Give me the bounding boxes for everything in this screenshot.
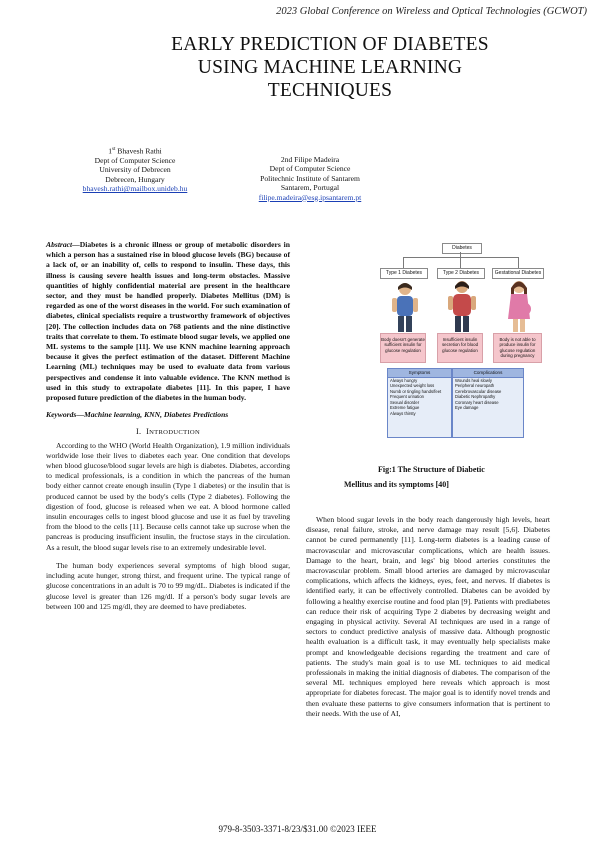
symptom-item: Always hungry xyxy=(390,377,418,383)
symptom-item: Extreme fatigue xyxy=(390,405,420,410)
gestational-cause-box: Body is not able to produce insulin for glucose regulation during pregnancy xyxy=(493,333,542,363)
complication-item: Wounds heal slowly xyxy=(455,377,492,383)
type1-cause-box: Body doesn't generate sufficient insulin for glucose regulation xyxy=(380,333,426,363)
left-column xyxy=(46,240,290,612)
abstract xyxy=(46,240,290,403)
person-illustration-type2 xyxy=(441,279,483,333)
conference-header: 2023 Global Conference on Wireless and Optical Technologies (GCWOT) xyxy=(276,6,587,17)
author-1-name: 1st Bhavesh Rathi xyxy=(108,146,162,156)
figure-caption xyxy=(340,462,540,492)
author-2-block xyxy=(200,155,420,202)
abstract-text: —Diabetes is a chronic illness or group of metabolic disorders in which a person has a sustained rise in blood glucose levels (BG) because of a lack of, or an inability of, cells to respond to insulin. These days, this illness is causing severe health issues and long-term obstacles. Massive quantities of highly confidential material are present in the healthcare sector, and they must be handled properly. Diabetes Mellitus (DM) is regarded as one of the worst diseases in the world. For such examination of diabetes, clinical specialists require a trustworthy framework of objectives [20]. The collection includes data on 768 patients and the nine distinctive traits that correlate to them. To estimate blood sugar levels, we applied one ML systems to the sample [11]. We use KNN machine learning approach because it gives the perfect estimation of the dataset. Different Machine Learning (ML) techniques may be used to evaluate data from various perspectives and condense it into valuable evidence. The KNN method is used in this study to extrapolate diabetes [11]. In this paper, I have proposed future prediction of the diabetes in the human body. xyxy=(46,240,290,403)
section-heading-introduction: I. INTRODUCTION xyxy=(135,427,201,437)
type1-node: Type 1 Diabetes xyxy=(380,268,428,279)
symptom-item: Sexual disorder xyxy=(390,399,420,405)
author-1-email[interactable]: bhavesh.rathi@mailbox.unideb.hu xyxy=(82,184,188,194)
author-2-location: Santarem, Portugal xyxy=(280,183,340,193)
symptom-item: Always thirsty xyxy=(390,410,416,416)
symptom-item: Unexpected weight loss xyxy=(390,383,435,388)
type2-node: Type 2 Diabetes xyxy=(437,268,485,279)
symptom-item: Frequent urination xyxy=(390,394,424,399)
author-2-org: Politechnic Institute of Santarem xyxy=(260,173,360,183)
copyright-footer: 979-8-3503-3371-8/23/$31.00 ©2023 IEEE xyxy=(218,824,377,834)
title-line-2: USING MACHINE LEARNING xyxy=(197,57,463,78)
author-1-org: University of Debrecen xyxy=(99,165,171,175)
author-2-name: 2nd Filipe Madeira xyxy=(280,155,340,164)
keywords-label: Keywords xyxy=(46,410,77,420)
connector-line xyxy=(518,257,519,268)
title-line-1: EARLY PREDICTION OF DIABETES xyxy=(171,34,489,55)
figure-root-node: Diabetes xyxy=(442,243,482,254)
connector-line xyxy=(460,257,461,268)
complication-item: Diabetic Nephropathy xyxy=(455,394,496,399)
author-1-location: Debrecen, Hungary xyxy=(105,174,165,184)
gestational-node: Gestational Diabetes xyxy=(492,268,544,279)
complications-title: Complications xyxy=(453,369,523,378)
right-paragraph: When blood sugar levels in the body reach dangerously high levels, heart disease, renal failure, stroke, and nerve damage may result [5,6]. Diabetes cannot be cured permanently [11]. Long-term diabetes is a leading cause of macrovascular and microvascular complications, which are health issues. Damage to the heart, brain, and legs' big blood arteries constitutes the macrovascular problem. Small blood arteries are damaged by microvascular complications, which affects the kidneys, eyes, feet, and nerves. If diabetes is identified early, it can be effectively controlled. Diabetes can be avoided by following a healthy exercise routine and food plan [9]. Patients with prediabetes can reduce their risk of acquiring Type 2 diabetes by decreasing weight and engaging in physical activity. Several AI techniques are used in a range of sectors to conduct predictive analysis of massive data. Although prognostic health evaluation is a difficult task, it may eventually help specialists make prompt and knowledgeable decisions regarding the treatment and care of patients. The study's main goal is to use ML techniques to aid medical professionals in making the initial diagnosis of diabetes. The comparison of the several ML techniques employed here reveals which approach is most appropriate for diabetes forecast. The major goal is to identify novel trends and then evaluate these patterns to give consumers information that is pertinent to their needs. With the use of AI, xyxy=(306,515,550,718)
diabetes-structure-figure xyxy=(380,243,540,443)
intro-paragraph-2: The human body experiences several symptoms of high blood sugar, including acute hunger, strong thirst, and frequent urine. The typical range of glucose concentrations in an adult is 70 to 99 mg/dL. Diabetes is indicated if the glucose level is greater than 126 mg/dl. If a person's body sugar levels are between 100 and 125 mg/dl, they are deemed to have prediabetes. xyxy=(46,560,290,611)
complication-item: Peripheral neuropath xyxy=(455,383,495,388)
type2-cause-box: Insufficient insulin secretion for blood glucose regulation xyxy=(437,333,483,363)
symptoms-title: Symptoms xyxy=(388,369,451,378)
connector-line xyxy=(403,257,404,268)
person-illustration-type1 xyxy=(384,281,426,333)
complications-box xyxy=(452,368,524,438)
complication-item: Coronary heart disease xyxy=(455,399,499,405)
person-illustration-gestational xyxy=(498,279,540,333)
author-2-dept: Dept of Computer Science xyxy=(269,164,351,174)
author-1-dept: Dept of Computer Science xyxy=(94,155,176,165)
abstract-label: Abstract xyxy=(46,240,73,249)
complication-item: Eye damage xyxy=(455,405,479,410)
figure-caption-line-2: Mellitus and its symptoms [40] xyxy=(344,480,449,489)
symptoms-box xyxy=(387,368,452,438)
title-line-3: TECHNIQUES xyxy=(267,80,393,101)
complication-item: Cerebrovascular disease xyxy=(455,388,502,394)
author-2-email[interactable]: filipe.madeira@esg.ipsantarem.pt xyxy=(258,192,362,202)
keywords-text: —Machine learning, KNN, Diabetes Predictions xyxy=(76,410,229,420)
keywords xyxy=(46,410,290,420)
figure-caption-line-1: Fig:1 The Structure of Diabetic xyxy=(378,465,485,474)
intro-paragraph-1: According to the WHO (World Health Organization), 1.9 million individuals worldwide lose their lives to diabetes each year. One condition that develops when blood glucose/blood sugar levels are high is diabetes. Diabetes, according to medical professionals, is a condition in which the pancreas of the human body either cannot create enough insulin (Type 1 diabetes) or the insulin that is produced cannot be used by the body's cells (Type 2 diabetes). Following the digestion of food, glucose is released when we eat. A blood hormone called insulin encourages cells to ingest blood glucose and use it as fuel by traveling from the blood to the cells [11]. Because cells cannot take up sucrose when the pancreas is producing insufficient insulin, the fructose stays in the circulation. As a result, the blood sugar levels rise to an extremely undesirable level. xyxy=(46,440,290,552)
paper-title xyxy=(60,33,595,102)
symptom-item: Numb or tingling hands/feet xyxy=(390,388,442,394)
right-column xyxy=(306,515,550,719)
